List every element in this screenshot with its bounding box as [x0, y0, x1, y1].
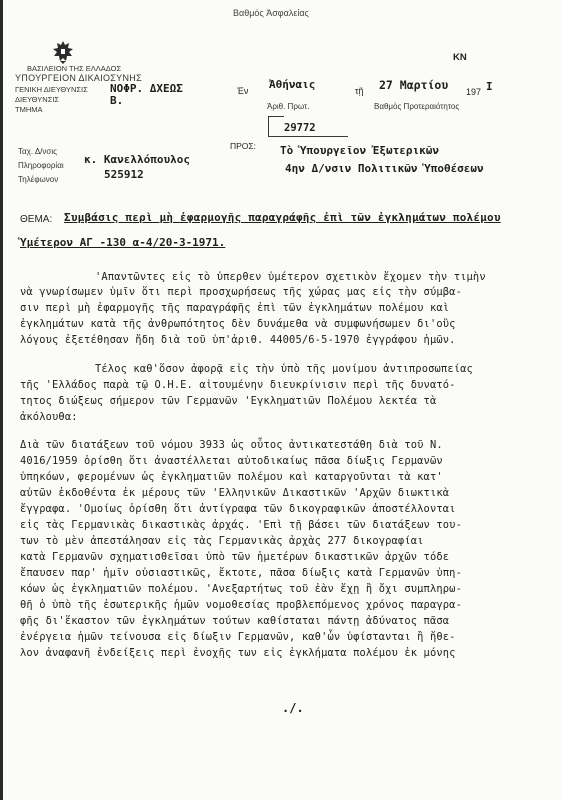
body-line: σιν περὶ μὴ ἐφαρμογῆς τῆς παραγράφῆς ἐπὶ τῶν ἐγκλημάτων πολέμου καὶ: [20, 302, 450, 314]
letterhead-section: ΤΜΗΜΑ: [15, 105, 43, 114]
date-prefix: τῇ: [355, 86, 364, 96]
address-label: Ταχ. Δ/νσις: [18, 147, 57, 156]
body-line: αὐτῶν ἐκδοθέντα ἐκ μέρους τῶν 'Ελληνικῶν Δικαστικῶν 'Αρχῶν διωκτικὰ: [20, 487, 450, 499]
information-label: Πληροφορίαι: [18, 161, 64, 170]
general-directorate-value: ΝΟΦΡ. ΔΧΕΩΣ: [110, 82, 183, 95]
letterhead-directorate: ΔΙΕΥΘΥΝΣΙΣ: [15, 95, 60, 104]
body-line: θῆ ὁ ὑπὸ τῆς ἐσωτερικῆς ἡμῶν νομοθεσίας προβλεπόμενος χρόνος παραγρα-: [20, 599, 462, 611]
body-line: Τέλος καθ'ὅσον ἀφορᾷ εἰς τὴν ὑπὸ τῆς μονίμου ἀντιπροσωπείας: [95, 363, 473, 375]
date-value: 27 Μαρτίου: [379, 78, 449, 92]
letterhead-kingdom: ΒΑΣΙΛΕΙΟΝ ΤΗΣ ΕΛΛΑΔΟΣ: [27, 64, 122, 73]
letterhead-ministry: ΥΠΟΥΡΓΕΙΟΝ ΔΙΚΑΙΟΣΥΝΗΣ: [15, 73, 142, 83]
body-line: κατὰ Γερμανῶν σχηματισθεῖσαι ὑπὸ τῶν ἡμετέρων δικαστικῶν ἀρχῶν τόδε: [20, 551, 450, 563]
page-left-edge: [0, 0, 3, 800]
protocol-number-value: 29772: [284, 122, 316, 134]
subject-text: Συμβάσις περὶ μὴ ἐφαρμογῆς παραγράφῆς ἐπὶ τῶν ἐγκλημάτων πολέμου: [64, 211, 501, 224]
kn-mark: ΚΝ: [453, 52, 467, 63]
phone-value: 525912: [104, 168, 144, 181]
subject-reference: Ὑμέτερον ΑΓ -130 α-4/20-3-1971.: [20, 236, 226, 249]
body-line: Διὰ τῶν διατάξεων τοῦ νόμου 3933 ὡς οὗτος ἀντικατεστάθη διὰ τοῦ Ν.: [20, 439, 443, 451]
place-prefix: Ἐν: [237, 86, 249, 96]
body-line: τητος διώξεως σήμερον τῶν Γερμανῶν 'Εγκληματιῶν Πολέμου λεκτέα τὰ: [20, 395, 437, 407]
body-line: ἐγκλημάτων κατὰ τῆς ἀνθρωπότητος δὲν δυνάμεθα νὰ συμφωνήσωμεν δι'οὓς: [20, 318, 456, 330]
body-line: ἔγγραφα. 'Ομοίως ὁρίσθη ὅτι ἀντίγραφα τῶν δικογραφικῶν ἀποστέλλονται: [20, 503, 456, 515]
body-line: νὰ γνωρίσωμεν ὑμῖν ὅτι περὶ προσχωρήσεως τῆς χώρας μας εἰς τὴν σύμβα-: [20, 286, 462, 298]
protocol-number-label: Ἀριθ. Πρωτ.: [267, 102, 310, 111]
body-line: 'Απαντῶντες εἰς τὸ ὑπερθεν ὑμέτερον σχετικὸν ἔχομεν τὴν τιμὴν: [95, 271, 486, 283]
body-line: ἀκόλουθα:: [20, 411, 78, 423]
letterhead-general-directorate: ΓΕΝΙΚΗ ΔΙΕΥΘΥΝΣΙΣ: [15, 85, 88, 94]
subject-label: ΘΕΜΑ:: [20, 214, 53, 225]
body-line: ἔπαυσεν παρ' ἡμῖν οὐσιαστικῶς, ἔκτοτε, πᾶσα δίωξις κατὰ Γερμανῶν ὑπη-: [20, 567, 462, 579]
information-value: κ. Κανελλόπουλος: [84, 153, 190, 166]
body-line: κόων ὡς ἐγκληματιῶν πολέμου. 'Ανεξαρτήτως τοῦ ἐὰν ἔχῃ ἢ ὄχι συμπληρω-: [20, 583, 462, 595]
phone-label: Τηλέφωνον: [18, 175, 59, 184]
body-line: ὑπηκόων, φερομένων ὡς ἐγκληματιῶν πολέμου καὶ καταργοῦνται τὰ κατ': [20, 471, 443, 483]
body-line: ἐνέργεια ἡμῶν τείνουσα εἰς δίωξιν Γερμανῶν, καθ'ὧν ὑφίστανται ἢ ἤθε-: [20, 631, 456, 643]
continuation-marker: ./.: [282, 701, 304, 715]
body-line: λον ἀναφανῆ ἐνδείξεις περὶ ἐνοχῆς των εἰς ἐγκλήματα πολέμου ἐκ μόνης: [20, 647, 456, 659]
recipient-label: ΠΡΟΣ:: [230, 141, 257, 151]
body-line: φῆς δι'ἕκαστον τῶν ἐγκλημάτων τούτων καθίσταται πάντῃ ἀδύνατος πᾶσα: [20, 615, 450, 627]
body-line: των τὸ μὲν ἀπεστάλησαν εἰς τὰς Γερμανικὰς ἀρχὰς 277 δικογραφίαι: [20, 535, 424, 547]
priority-label: Βαθμὸς Προτεραιότητος: [374, 102, 460, 111]
year-digit: Ι: [486, 80, 493, 93]
security-grade-label: Βαθμός Ἀσφαλείας: [233, 8, 309, 18]
body-line: λόγους ἐξετέθησαν ἤδη διὰ τοῦ ὑπ'ἀριθ. 44005/6-5-1970 ἐγγράφου ἡμῶν.: [20, 334, 456, 346]
body-line: 4016/1959 ὁρίσθη ὅτι ἀναστέλλεται αὐτοδικαίως πᾶσα δίωξις Γερμανῶν: [20, 455, 443, 467]
directorate-value: Β.: [110, 94, 124, 107]
city-value: Ἀθήναις: [269, 78, 316, 91]
body-line: τῆς 'Ελλάδος παρὰ τῷ Ο.Η.Ε. αἰτουμένην διευκρίνισιν περὶ τῆς δυνατό-: [20, 379, 456, 391]
recipient-line-2: 4ην Δ/νσιν Πολιτικῶν Ὑποθέσεων: [285, 162, 484, 175]
body-line: εἰς τὰς Γερμανικὰς δικαστικὰς ἀρχάς. 'Επὶ τῇ βάσει τῶν διατάξεων του-: [20, 519, 462, 531]
year-prefix: 197: [466, 87, 482, 97]
recipient-line-1: Τὸ Ὑπουργεῖον Ἐξωτερικῶν: [280, 144, 439, 157]
